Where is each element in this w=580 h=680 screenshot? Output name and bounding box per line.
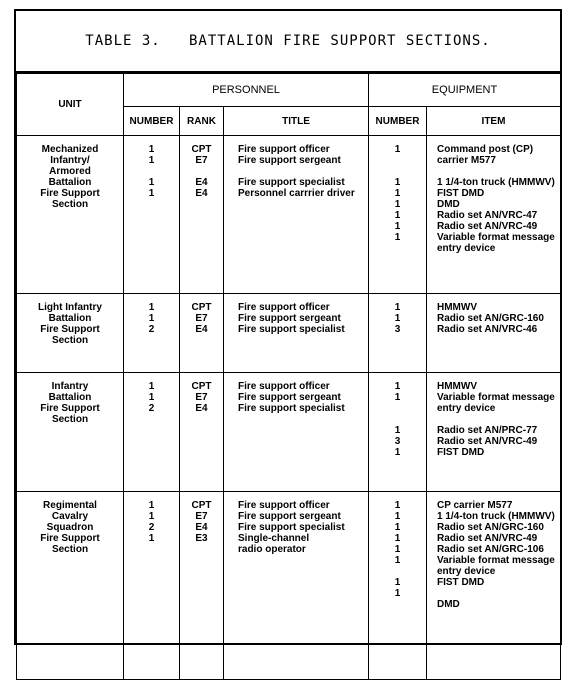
- cell-line: [369, 166, 426, 177]
- rank-header: RANK: [180, 107, 224, 136]
- cell-line: 1: [394, 144, 401, 155]
- title-cell: [224, 136, 369, 294]
- cell-line: Regimental: [43, 500, 97, 511]
- item-cell: [427, 492, 561, 680]
- table-row: [17, 492, 561, 680]
- cell-line: Radio set AN/VRC-49: [437, 533, 538, 544]
- cell-line: Radio set AN/VRC-47: [437, 210, 538, 221]
- cell-line: 1: [394, 221, 401, 232]
- cell-line: 1: [148, 177, 155, 188]
- cell-line: Fire Support: [40, 533, 100, 544]
- item-cell: [427, 294, 561, 373]
- cell-line: E4: [195, 177, 208, 188]
- personnel-number-cell: [124, 373, 180, 492]
- unit-header: UNIT: [17, 74, 124, 136]
- cell-line: Fire Support: [40, 403, 100, 414]
- cell-line: entry device: [437, 403, 496, 414]
- cell-line: 1 1/4-ton truck (HMMWV): [437, 511, 555, 522]
- equipment-number-cell: [369, 373, 427, 492]
- unit-cell: [17, 373, 124, 492]
- table-row: [17, 373, 561, 492]
- cell-line: Fire support sergeant: [238, 511, 341, 522]
- cell-line: Fire support sergeant: [238, 313, 341, 324]
- cell-line: 1: [394, 381, 401, 392]
- cell-line: [437, 166, 560, 177]
- cell-line: Radio set AN/VRC-49: [437, 221, 538, 232]
- cell-line: 2: [148, 403, 155, 414]
- cell-line: 1: [148, 302, 155, 313]
- cell-line: Fire support sergeant: [238, 155, 341, 166]
- equipment-header: EQUIPMENT: [369, 74, 561, 107]
- fire-support-table: [16, 73, 561, 680]
- cell-line: [124, 166, 179, 177]
- cell-line: Battalion: [48, 392, 92, 403]
- cell-line: carrier M577: [437, 155, 496, 166]
- cell-line: Fire support officer: [238, 144, 330, 155]
- cell-line: 1: [148, 500, 155, 511]
- cell-line: E7: [195, 155, 208, 166]
- cell-line: E7: [195, 392, 208, 403]
- title-cell: [224, 373, 369, 492]
- cell-line: 1: [148, 144, 155, 155]
- rank-cell: [180, 373, 224, 492]
- cell-line: FIST DMD: [437, 188, 485, 199]
- table-title: TABLE 3. BATTALION FIRE SUPPORT SECTIONS.: [16, 11, 560, 73]
- cell-line: 3: [394, 436, 401, 447]
- item-cell: [427, 373, 561, 492]
- cell-line: [180, 166, 223, 177]
- cell-line: Squadron: [46, 522, 94, 533]
- cell-line: Section: [51, 544, 89, 555]
- cell-line: 1: [394, 232, 401, 243]
- cell-line: FIST DMD: [437, 447, 485, 458]
- item-cell: [427, 136, 561, 294]
- cell-line: Section: [51, 414, 89, 425]
- personnel-number-header: NUMBER: [124, 107, 180, 136]
- table-row: [17, 136, 561, 294]
- cell-line: Radio set AN/GRC-160: [437, 313, 544, 324]
- cell-line: Command post (CP): [437, 144, 534, 155]
- cell-line: Fire support specialist: [238, 177, 345, 188]
- cell-line: 3: [394, 324, 401, 335]
- cell-line: Mechanized: [41, 144, 99, 155]
- cell-line: 1: [148, 381, 155, 392]
- title-cell: [224, 294, 369, 373]
- cell-line: Fire Support: [40, 188, 100, 199]
- cell-line: CPT: [191, 500, 212, 511]
- cell-line: Fire support specialist: [238, 403, 345, 414]
- cell-line: [369, 566, 426, 577]
- personnel-number-cell: [124, 492, 180, 680]
- cell-line: E4: [195, 403, 208, 414]
- item-header: ITEM: [427, 107, 561, 136]
- cell-line: Fire support specialist: [238, 522, 345, 533]
- cell-line: FIST DMD: [437, 577, 485, 588]
- rank-cell: [180, 492, 224, 680]
- cell-line: [238, 166, 368, 177]
- cell-line: 1: [394, 392, 401, 403]
- cell-line: 1: [394, 577, 401, 588]
- cell-line: 1: [394, 302, 401, 313]
- cell-line: DMD: [437, 199, 460, 210]
- cell-line: 2: [148, 522, 155, 533]
- cell-line: Single-channel: [238, 533, 310, 544]
- cell-line: E7: [195, 313, 208, 324]
- cell-line: 1: [148, 188, 155, 199]
- cell-line: 1: [148, 392, 155, 403]
- cell-line: 1: [394, 533, 401, 544]
- cell-line: radio operator: [238, 544, 306, 555]
- cell-line: entry device: [437, 243, 496, 254]
- cell-line: Fire support specialist: [238, 324, 345, 335]
- cell-line: entry device: [437, 566, 496, 577]
- cell-line: [369, 403, 426, 414]
- cell-line: Personnel carrrier driver: [238, 188, 355, 199]
- title-header: TITLE: [224, 107, 369, 136]
- cell-line: 1: [394, 313, 401, 324]
- personnel-number-cell: [124, 136, 180, 294]
- cell-line: E3: [195, 533, 208, 544]
- cell-line: Light Infantry: [38, 302, 102, 313]
- table-frame: [14, 9, 562, 645]
- cell-line: 1: [394, 544, 401, 555]
- cell-line: 1: [394, 199, 401, 210]
- cell-line: CP carrier M577: [437, 500, 513, 511]
- cell-line: [369, 414, 426, 425]
- equipment-number-cell: [369, 492, 427, 680]
- cell-line: Fire support sergeant: [238, 392, 341, 403]
- cell-line: 1: [394, 188, 401, 199]
- unit-cell: [17, 136, 124, 294]
- cell-line: 1: [148, 511, 155, 522]
- table-row: [17, 294, 561, 373]
- cell-line: [437, 588, 560, 599]
- cell-line: E4: [195, 324, 208, 335]
- cell-line: 1: [394, 177, 401, 188]
- cell-line: Section: [51, 335, 89, 346]
- cell-line: 1: [394, 588, 401, 599]
- cell-line: Fire Support: [40, 324, 100, 335]
- cell-line: [369, 155, 426, 166]
- cell-line: Radio set AN/PRC-77: [437, 425, 538, 436]
- cell-line: Fire support officer: [238, 381, 330, 392]
- cell-line: 2: [148, 324, 155, 335]
- cell-line: HMMWV: [437, 302, 477, 313]
- cell-line: Fire support officer: [238, 302, 330, 313]
- cell-line: E4: [195, 188, 208, 199]
- cell-line: Variable format message: [437, 555, 555, 566]
- cell-line: CPT: [191, 302, 212, 313]
- cell-line: HMMWV: [437, 381, 477, 392]
- cell-line: 1: [394, 447, 401, 458]
- cell-line: E4: [195, 522, 208, 533]
- cell-line: Battalion: [48, 313, 92, 324]
- cell-line: Infantry: [51, 381, 89, 392]
- cell-line: 1: [394, 210, 401, 221]
- cell-line: Radio set AN/VRC-46: [437, 324, 538, 335]
- cell-line: [437, 414, 560, 425]
- cell-line: Battalion: [48, 177, 92, 188]
- cell-line: Infantry/: [50, 155, 90, 166]
- cell-line: Fire support officer: [238, 500, 330, 511]
- cell-line: E7: [195, 511, 208, 522]
- cell-line: Section: [51, 199, 89, 210]
- rank-cell: [180, 136, 224, 294]
- personnel-header: PERSONNEL: [124, 74, 369, 107]
- cell-line: 1: [394, 425, 401, 436]
- personnel-number-cell: [124, 294, 180, 373]
- title-cell: [224, 492, 369, 680]
- cell-line: 1 1/4-ton truck (HMMWV): [437, 177, 555, 188]
- cell-line: Armored: [49, 166, 91, 177]
- cell-line: DMD: [437, 599, 460, 610]
- rank-cell: [180, 294, 224, 373]
- unit-cell: [17, 492, 124, 680]
- cell-line: 1: [394, 500, 401, 511]
- cell-line: Variable format message: [437, 232, 555, 243]
- equipment-number-cell: [369, 136, 427, 294]
- cell-line: Variable format message: [437, 392, 555, 403]
- cell-line: 1: [394, 511, 401, 522]
- cell-line: Radio set AN/GRC-106: [437, 544, 544, 555]
- cell-line: 1: [148, 533, 155, 544]
- cell-line: Radio set AN/VRC-49: [437, 436, 538, 447]
- cell-line: 1: [148, 155, 155, 166]
- equipment-number-cell: [369, 294, 427, 373]
- cell-line: CPT: [191, 144, 212, 155]
- cell-line: Cavalry: [51, 511, 89, 522]
- cell-line: Radio set AN/GRC-160: [437, 522, 544, 533]
- cell-line: 1: [148, 313, 155, 324]
- cell-line: CPT: [191, 381, 212, 392]
- cell-line: 1: [394, 522, 401, 533]
- cell-line: 1: [394, 555, 401, 566]
- unit-cell: [17, 294, 124, 373]
- equipment-number-header: NUMBER: [369, 107, 427, 136]
